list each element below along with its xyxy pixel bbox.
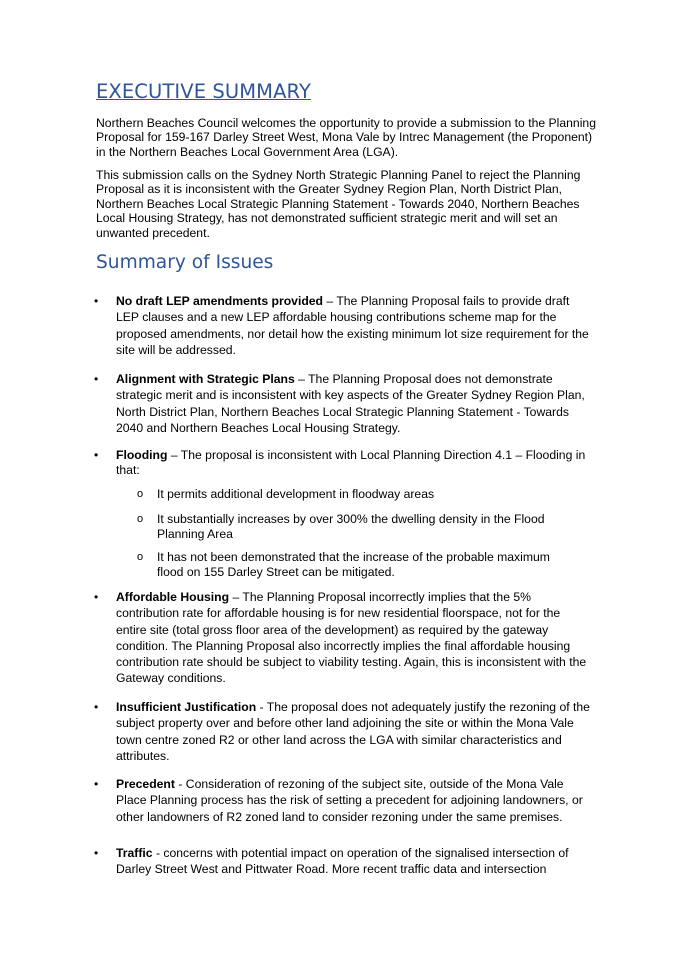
- issue-text: – The Planning Proposal does not demonstrate strategic merit and is inconsistent with key aspects of the Greater Sydney Region Plan, North District Plan, Northern Beaches Local Strategic Planning Statement - Towards 2040 and Northern Beaches Local Housing Strategy.: [116, 372, 585, 435]
- issue-text: - Consideration of rezoning of the subject site, outside of the Mona Vale Place Planning process has the risk of setting a precedent for adjoining landowners, or other landowners of R2 zoned land to consider rezoning under the same premises.: [116, 777, 583, 824]
- summary-of-issues-heading: Summary of Issues: [96, 252, 274, 273]
- bullet-icon: •: [94, 846, 99, 860]
- issue-text: - concerns with potential impact on operation of the signalised intersection of Darley Street West and Pittwater Road. More recent traffic data and intersection: [116, 846, 569, 877]
- issue-text: – The Planning Proposal fails to provide draft LEP clauses and a new LEP affordable housing contributions scheme map for the proposed amendments, nor detail how the existing minimum lot size requirement for the site will be addressed.: [116, 294, 589, 357]
- flooding-sub-item: o It permits additional development in floodway areas: [137, 487, 435, 501]
- issue-item-affordable-housing: [94, 589, 594, 687]
- issue-text: – The Planning Proposal incorrectly implies that the 5% contribution rate for affordable housing is for new residential floorspace, not for the entire site (total gross floor area of the development) as required by the gateway condition. The Planning Proposal also incorrectly implies the final affordable housing contribution rate should be subject to viability testing. Again, this is inconsistent with the Gateway conditions.: [116, 590, 587, 686]
- bullet-icon: •: [94, 700, 99, 714]
- sub-bullet-icon: o: [137, 551, 144, 563]
- issue-heading: No draft LEP amendments provided: [116, 294, 323, 308]
- issue-heading: Precedent: [116, 777, 175, 791]
- flooding-sub-item: o It has not been demonstrated that the increase of the probable maximum flood on 155 Darley Street can be mitigated.: [137, 550, 550, 579]
- issue-heading: Flooding: [116, 448, 168, 462]
- issue-heading: Insufficient Justification: [116, 700, 257, 714]
- flooding-sub-item: o It substantially increases by over 300% the dwelling density in the Flood Planning Area: [137, 512, 545, 541]
- issue-item-traffic: [94, 845, 594, 878]
- bullet-icon: •: [94, 590, 99, 604]
- bullet-icon: •: [94, 294, 99, 308]
- sub-bullet-icon: o: [137, 513, 144, 525]
- issue-item-flooding: [94, 448, 594, 477]
- issue-heading: Affordable Housing: [116, 590, 230, 604]
- bullet-icon: •: [94, 448, 99, 462]
- bullet-icon: •: [94, 372, 99, 386]
- issue-text: - The proposal does not adequately justify the rezoning of the subject property over and before other land adjoining the site or within the Mona Vale town centre zoned R2 or other land across the LGA with similar characteristics and attributes.: [116, 700, 590, 763]
- issue-item-insufficient-justification: [94, 699, 594, 764]
- issue-heading: Alignment with Strategic Plans: [116, 372, 295, 386]
- issue-item-precedent: [94, 776, 594, 825]
- sub-bullet-icon: o: [137, 488, 144, 500]
- issue-heading: Traffic: [116, 846, 153, 860]
- intro-paragraph-1: Northern Beaches Council welcomes the opportunity to provide a submission to the Planning Proposal for 159-167 Darley Street West, Mona Vale by Intrec Management (the Proponent) in the Northern Beaches Local Government Area (LGA).: [96, 116, 596, 159]
- issue-item-lep-amendments: [94, 293, 594, 358]
- issue-item-strategic-plans: [94, 371, 594, 436]
- issue-text: – The proposal is inconsistent with Local Planning Direction 4.1 – Flooding in that:: [116, 448, 586, 477]
- intro-paragraph-2: This submission calls on the Sydney North Strategic Planning Panel to reject the Planning Proposal as it is inconsistent with the Greater Sydney Region Plan, North District Plan, Northern Beaches Local Strategic Planning Statement - Towards 2040, Northern Beaches Local Housing Strategy, has not demonstrated sufficient strategic merit and will set an unwanted precedent.: [96, 168, 581, 240]
- bullet-icon: •: [94, 777, 99, 791]
- page-title: EXECUTIVE SUMMARY: [96, 80, 311, 103]
